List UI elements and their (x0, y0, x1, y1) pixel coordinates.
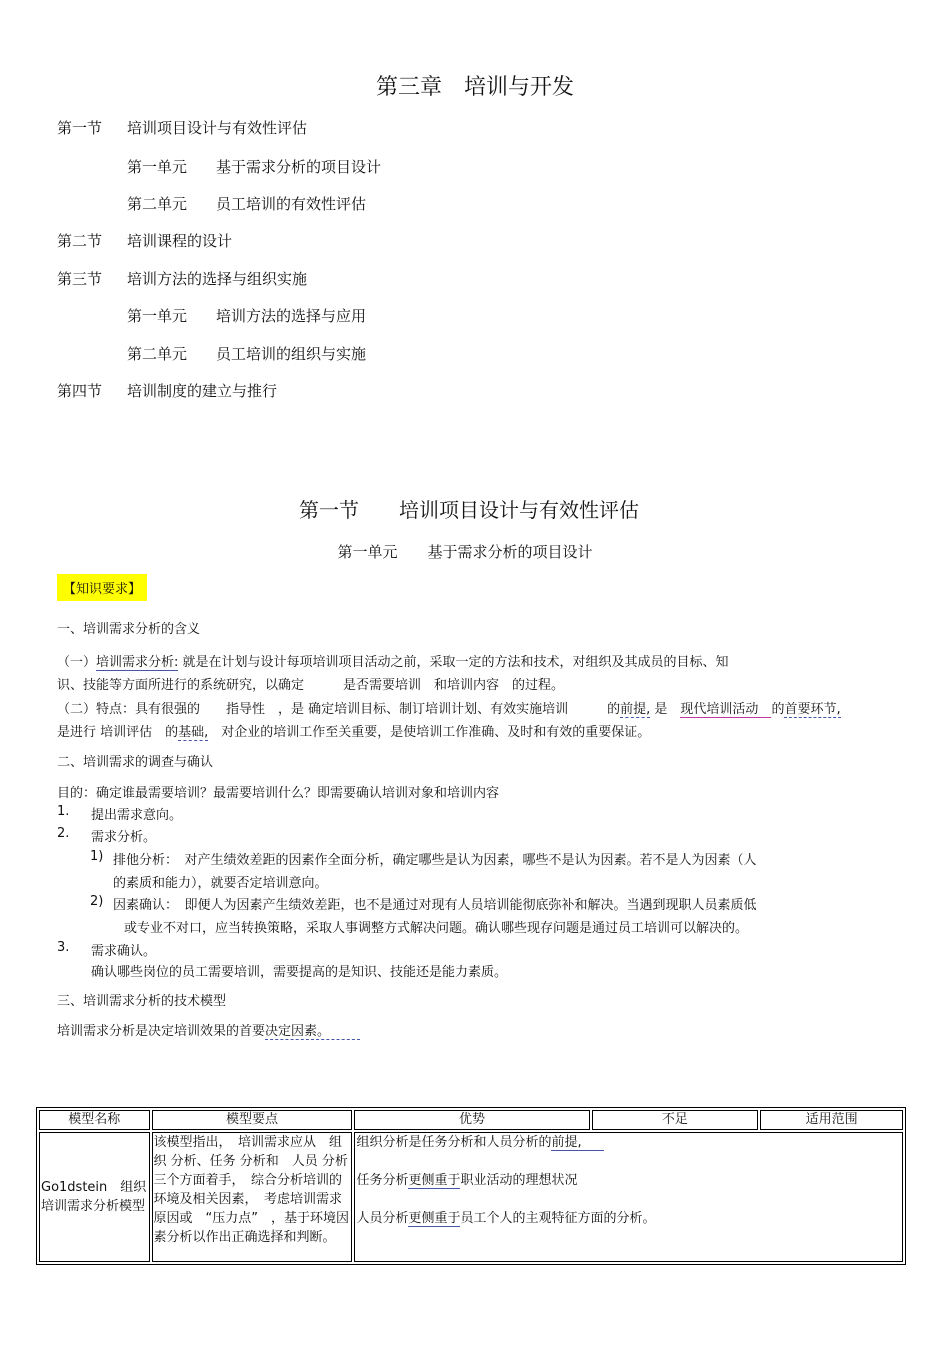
advantage-line: 任务分析更侧重于职业活动的理想状况 (356, 1173, 578, 1188)
step-3-detail: 确认哪些岗位的员工需要培训，需要提高的是知识、技能还是能力素质。 (91, 965, 508, 980)
sub-item-1-line-1: 1) 排他分析： 对产生绩效差距的因素作全面分析，确定哪些是认为因素，哪些不是认为因素。若不是人为因素（人 (90, 849, 757, 868)
toc-text: 培训项目设计与有效性评估 (127, 119, 308, 137)
section-title: 第一节 培训项目设计与有效性评估 (299, 498, 639, 522)
toc-item (127, 156, 382, 177)
heading-2: 二、培训需求的调查与确认 (57, 755, 214, 770)
purpose-text: 目的：确定谁最需要培训？最需要培训什么？即需要确认培训对象和培训内容 (57, 786, 500, 801)
toc-text: 培训课程的设计 (127, 232, 233, 250)
heading-1: 一、培训需求分析的含义 (57, 622, 201, 637)
toc-text: 培训方法的选择与组织实施 (127, 270, 308, 288)
toc-item (127, 193, 367, 214)
header-scope: 适用范围 (760, 1110, 903, 1130)
toc-num: 第一单元 (127, 307, 188, 325)
advantage-line: 组织分析是任务分析和人员分析的前提, (356, 1133, 901, 1152)
toc-text: 培训制度的建立与推行 (127, 382, 278, 400)
toc-num: 第二单元 (127, 345, 188, 363)
heading-3: 三、培训需求分析的技术模型 (57, 994, 227, 1009)
toc-num: 第四节 (57, 382, 103, 400)
toc-text: 员工培训的有效性评估 (216, 195, 367, 213)
toc-item (57, 268, 308, 289)
paragraph-1-line-2: 识、技能等方面所进行的系统研究，以确定 是否需要培训 和培训内容 的过程。 (57, 678, 565, 693)
step-1: 1. 提出需求意向。 (57, 804, 183, 823)
toc-num: 第二单元 (127, 195, 188, 213)
toc-item (127, 305, 367, 326)
cell-advantages (354, 1132, 903, 1262)
header-shortcomings: 不足 (592, 1110, 759, 1130)
sub-item-2-line-1: 2) 因素确认： 即便人为因素产生绩效差距，也不是通过对现有人员培训能彻底弥补和解决。当遇到现职人员素质低 (90, 894, 757, 913)
cell-model-name: Go1dstein 组织培训需求分析模型 (39, 1132, 150, 1262)
toc-num: 第一节 (57, 119, 103, 137)
header-model-points: 模型要点 (152, 1110, 353, 1130)
toc-item (57, 230, 233, 251)
advantage-line: 人员分析更侧重于员工个人的主观特征方面的分析。 (356, 1211, 656, 1226)
sub-item-1-line-2: 的素质和能力），就要否定培训意向。 (113, 876, 328, 891)
toc-text: 培训方法的选择与应用 (216, 307, 367, 325)
toc-text: 基于需求分析的项目设计 (216, 158, 382, 176)
unit-title: 第一单元 基于需求分析的项目设计 (337, 543, 593, 561)
toc-num: 第三节 (57, 270, 103, 288)
model-table (36, 1107, 906, 1265)
paragraph-2-line-2: 是进行 培训评估 的基础, 对企业的培训工作至关重要，是使培训工作准确、及时和有效的重要保证。 (57, 725, 651, 740)
toc-item (127, 343, 367, 364)
toc-item (57, 380, 278, 401)
paragraph-2-line-1: （二）特点：具有很强的 指导性 ，是 确定培训目标、制订培训计划、有效实施培训 的前提, 是 现代培训活动 的首要环节, (57, 702, 841, 717)
toc (0, 0, 950, 400)
toc-item (57, 117, 308, 138)
paragraph-3: 培训需求分析是决定培训效果的首要决定因素。 (57, 1020, 360, 1039)
term-underline: 培训需求分析: (96, 655, 179, 670)
cell-model-points: 该模型指出， 培训需求应从 组织 分析、任务 分析和 人员 分析三个方面着手， 综合分析培训的环境及相关因素， 考虑培训需求原因或 “压力点” ，基于环境因素分析以作出正确选择和判断。 (152, 1132, 353, 1262)
header-model-name: 模型名称 (39, 1110, 150, 1130)
toc-text: 员工培训的组织与实施 (216, 345, 367, 363)
toc-num: 第一单元 (127, 158, 188, 176)
step-3: 3. 需求确认。 (57, 940, 157, 959)
step-2: 2. 需求分析。 (57, 826, 157, 845)
table-header-row (39, 1110, 903, 1130)
paragraph-1-line-1: （一）培训需求分析: 就是在计划与设计每项培训项目活动之前，采取一定的方法和技术，对组织及其成员的目标、知 (57, 655, 729, 670)
table-row (39, 1132, 903, 1262)
header-advantages: 优势 (354, 1110, 589, 1130)
knowledge-tag: 【知识要求】 (57, 574, 147, 601)
toc-num: 第二节 (57, 232, 103, 250)
chapter-title: 第三章 培训与开发 (375, 75, 574, 100)
sub-item-2-line-2: 或专业不对口，应当转换策略，采取人事调整方式解决问题。确认哪些现存问题是通过员工培训可以解决的。 (124, 921, 749, 936)
